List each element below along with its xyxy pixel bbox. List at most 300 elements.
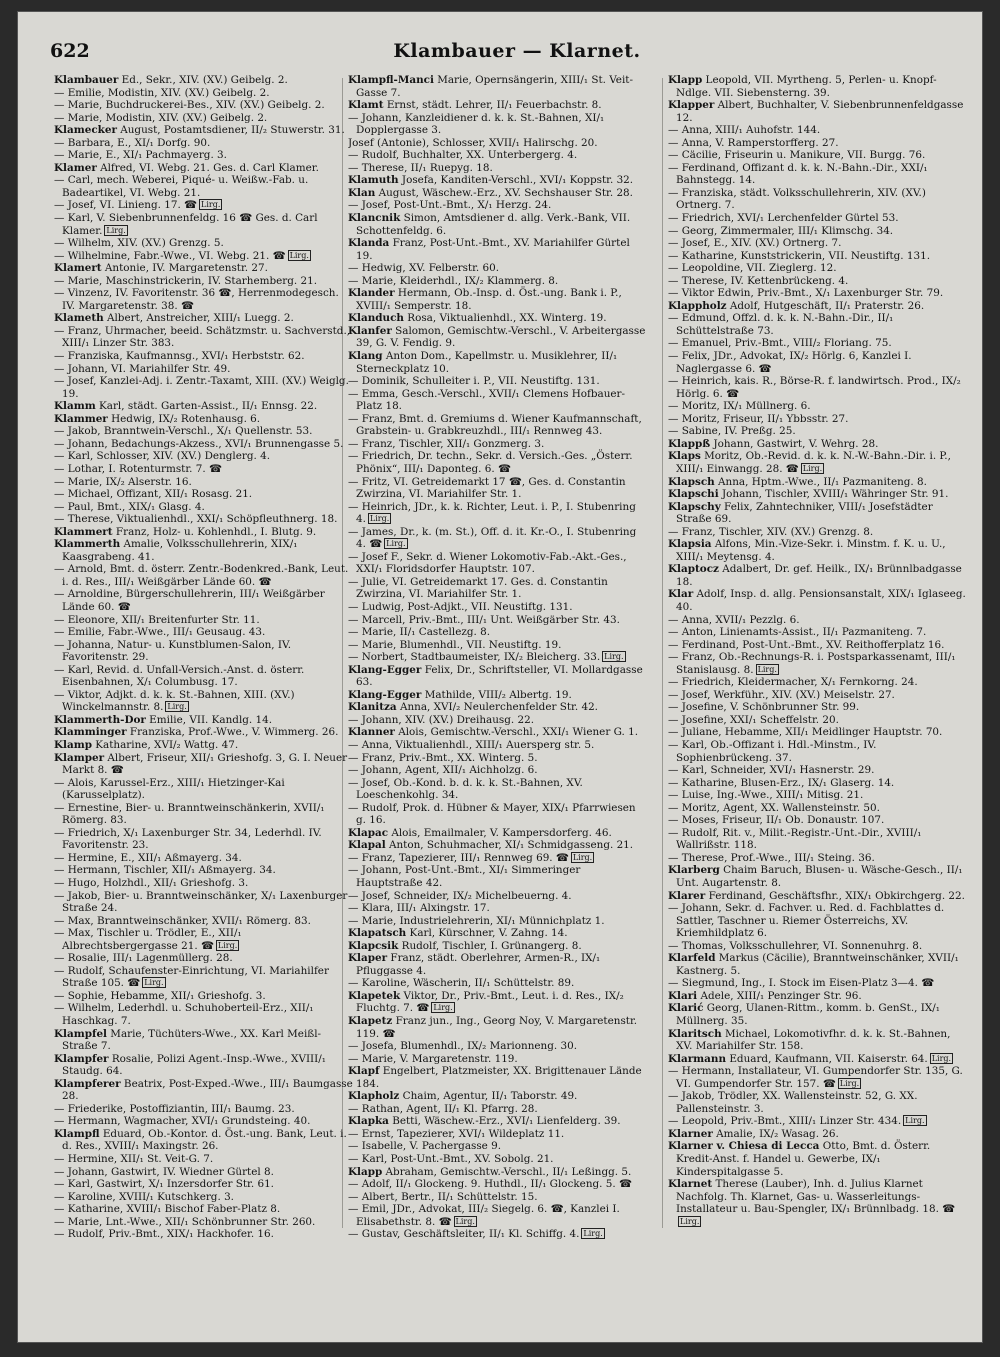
entry-surname: Klameth <box>54 312 104 325</box>
directory-entry <box>348 287 648 312</box>
entry-surname: Klapetek <box>348 989 401 1002</box>
entry-surname: Klari <box>668 989 698 1002</box>
entry-text: — Paul, Bmt., XIX/₁ Glasg. 4. <box>54 500 205 513</box>
entry-text: Alfred, VI. Webg. 21. Ges. d. Carl Klamer. <box>96 161 319 174</box>
entry-text: — Marie, Maschinstrickerin, IV. Starhemberg. 21. <box>54 274 318 287</box>
directory-entry <box>54 363 354 376</box>
entry-text: Franz, städt. Oberlehrer, Armen-R., IX/₁ Pfluggasse 4. <box>356 952 601 977</box>
entry-surname: Klapschi <box>668 488 719 501</box>
directory-entry <box>54 927 354 952</box>
entry-text: — Johann, Agent, XII/₁ Aichholzg. 6. <box>348 764 538 777</box>
directory-entry <box>54 965 354 990</box>
entry-text: — Hermann, Installateur, VI. Gumpendorfer Str. 135, G. VI. Gumpendorfer Str. 157. ☎ <box>668 1065 963 1090</box>
directory-entry <box>348 890 648 903</box>
entry-surname: Klarberg <box>668 864 720 877</box>
entry-text: — Franz, Uhrmacher, beeid. Schätzmstr. u. Sachverstd., XIII/₁ Linzer Str. 383. <box>54 324 351 350</box>
entry-text: — Moritz, IX/₁ Müllnerg. 6. <box>668 400 811 413</box>
directory-entry <box>668 563 968 588</box>
entry-surname: Klapcsik <box>348 939 399 952</box>
entry-text: — Ernst, Tapezierer, XVI/₁ Wildeplatz 11. <box>348 1127 565 1140</box>
directory-entry <box>348 827 648 840</box>
directory-entry <box>348 262 648 275</box>
directory-entry <box>54 877 354 890</box>
entry-surname: Klapal <box>348 839 386 852</box>
entry-text: — Karl, Ob.-Offizant i. Hdl.-Minstm., IV. Sophienbrückeng. 37. <box>668 738 877 764</box>
entry-surname: Klammerth-Dor <box>54 713 146 726</box>
directory-entry <box>668 726 968 739</box>
entry-text: — Marie, Kleiderhdl., IX/₂ Klammerg. 8. <box>348 274 559 287</box>
entry-text: Anna, Hptm.-Wwe., II/₁ Pazmaniteng. 8. <box>714 475 927 488</box>
registered-firm-badge: Lirg. <box>905 1116 925 1126</box>
directory-entry <box>54 112 354 125</box>
directory-entry <box>668 1115 968 1128</box>
directory-entry <box>348 551 648 576</box>
entry-surname: Klamer <box>54 161 97 174</box>
entry-surname: Klang-Egger <box>348 663 422 676</box>
directory-entry <box>348 639 648 652</box>
entry-text: Hermann, Ob.-Insp. d. Öst.-ung. Bank i. P., XVIII/₁ Semperstr. 18. <box>356 287 622 312</box>
entry-text: — Emilie, Fabr.-Wwe., III/₁ Geusaug. 43. <box>54 626 266 639</box>
directory-entry <box>668 137 968 150</box>
entry-text: — Hedwig, XV. Felberstr. 60. <box>348 262 500 275</box>
entry-surname: Klarfeld <box>668 952 716 965</box>
entry-text: Ferdinand, Geschäftsfhr., XIX/₁ Obkirchgerg. 22. <box>705 889 965 902</box>
entry-text: — Max, Branntweinschänker, XVII/₁ Römerg. 83. <box>54 914 311 927</box>
directory-entry <box>54 99 354 112</box>
directory-entry <box>348 275 648 288</box>
entry-text: — Sophie, Hebamme, XII/₁ Grieshofg. 3. <box>54 989 266 1002</box>
entry-text: — Johann, Gastwirt, IV. Wiedner Gürtel 8. <box>54 1165 274 1178</box>
entry-text: — Josef, Werkführ., XIV. (XV.) Meiselstr. 27. <box>668 688 895 701</box>
directory-entry <box>54 476 354 489</box>
entry-surname: Klanda <box>348 237 390 250</box>
directory-entry <box>54 425 354 438</box>
directory-entry <box>348 1053 648 1066</box>
directory-entry <box>54 87 354 100</box>
directory-entry <box>668 626 968 639</box>
entry-surname: Klamt <box>348 99 384 112</box>
entry-text: Karl, Kürschner, V. Zahng. 14. <box>406 927 568 940</box>
directory-entry <box>348 74 648 99</box>
directory-entry <box>348 576 648 601</box>
registered-firm-badge: Lirg. <box>839 1078 860 1088</box>
entry-text: — Ferdinand, Offizant d. k. k. N.-Bahn.-Dir., XXI/₁ Bahnstegg. 14. <box>668 161 928 187</box>
directory-entry <box>348 1228 648 1241</box>
entry-text: — Rudolf, Schaufenster-Einrichtung, VI. Mariahilfer Straße 105. ☎ <box>54 964 329 990</box>
entry-text: — Vinzenz, IV. Favoritenstr. 36 ☎, Herrenmodegesch. IV. Margaretenstr. 38. ☎ <box>54 287 339 312</box>
directory-entry <box>54 74 354 87</box>
directory-entry <box>668 827 968 852</box>
entry-surname: Klampfl-Manci <box>348 74 434 86</box>
registered-firm-badge: Lirg. <box>386 539 406 549</box>
directory-entry <box>668 1128 968 1141</box>
entry-surname: Klanduch <box>348 312 404 325</box>
directory-entry <box>54 626 354 639</box>
directory-entry <box>348 1090 648 1103</box>
entry-surname: Klanner <box>348 726 395 739</box>
entry-text: — Josef F., Sekr. d. Wiener Lokomotiv-Fab.-Akt.-Ges., XXI/₁ Floridsdorfer Hauptstr. 107. <box>348 550 627 576</box>
directory-entry <box>54 1053 354 1078</box>
entry-text: — Emil, JDr., Advokat, III/₂ Siegelg. 6. ☎, Kanzlei I. Elisabethstr. 8. ☎ <box>348 1203 620 1228</box>
directory-entry <box>348 1203 648 1228</box>
directory-entry <box>54 1191 354 1204</box>
entry-text: Moritz, Ob.-Revid. d. k. k. N.-W.-Bahn.-Dir. i. P., XIII/₁ Einwangg. 28. ☎ <box>676 450 951 475</box>
directory-entry <box>54 752 354 777</box>
directory-entry <box>668 890 968 903</box>
directory-entry <box>348 1065 648 1090</box>
entry-text: — Johann, XIV. (XV.) Dreihausg. 22. <box>348 713 535 726</box>
directory-entry <box>54 1128 354 1153</box>
directory-entry <box>54 614 354 627</box>
entry-text: — Wilhelm, XIV. (XV.) Grenzg. 5. <box>54 237 224 250</box>
directory-entry <box>348 952 648 977</box>
entry-text: Markus (Cäcilie), Branntweinschänker, XVII/₁ Kastnerg. 5. <box>676 952 959 977</box>
directory-entry <box>54 488 354 501</box>
entry-text: — Gustav, Geschäftsleiter, II/₁ Kl. Schiffg. 4. <box>348 1228 580 1241</box>
entry-text: Franz, Holz- u. Kohlenhdl., I. Blutg. 9. <box>112 525 317 538</box>
entry-text: Johann, Gastwirt, V. Wehrg. 28. <box>710 437 879 450</box>
entry-text: — Josef, VI. Linieng. 17. ☎ <box>54 199 197 212</box>
entry-surname: Klamuth <box>348 174 399 187</box>
entry-text: — Adolf, II/₁ Glockeng. 9. Huthdl., II/₁ Glockeng. 5. ☎ <box>348 1178 632 1191</box>
entry-surname: Klapschy <box>668 500 721 513</box>
directory-entry <box>54 212 354 237</box>
directory-entry <box>54 1216 354 1229</box>
directory-entry <box>668 777 968 790</box>
entry-text: — Anna, XIII/₁ Auhofstr. 144. <box>668 124 821 137</box>
directory-entry <box>348 1115 648 1128</box>
directory-entry <box>54 124 354 137</box>
entry-text: — Carl, mech. Weberei, Piqué- u. Weißw.-Fab. u. Badeartikel, VI. Webg. 21. <box>54 174 309 199</box>
entry-text: — Josef, Kanzlei-Adj. i. Zentr.-Taxamt, XIII. (XV.) Weiglg. 19. <box>54 375 349 400</box>
directory-entry <box>668 614 968 627</box>
directory-entry <box>54 664 354 689</box>
directory-entry <box>54 952 354 965</box>
directory-entry <box>668 864 968 889</box>
entry-text: Ed., Sekr., XIV. (XV.) Geibelg. 2. <box>118 74 288 86</box>
directory-entry <box>54 1166 354 1179</box>
entry-surname: Klappß <box>668 437 711 450</box>
directory-entry <box>668 902 968 940</box>
registered-firm-badge: Lirg. <box>572 852 593 862</box>
directory-entry <box>348 664 648 689</box>
directory-entry <box>54 915 354 928</box>
entry-text: — Dominik, Schulleiter i. P., VII. Neustiftg. 131. <box>348 375 600 388</box>
entry-surname: Klapsch <box>668 475 715 488</box>
directory-entry <box>668 1090 968 1115</box>
directory-entry <box>668 250 968 263</box>
entry-text: — Rosalie, III/₁ Lagenmüllerg. 28. <box>54 952 233 965</box>
entry-text: Michael, Lokomotivfhr. d. k. k. St.-Bahnen, XV. Mariahilfer Str. 158. <box>676 1027 951 1053</box>
entry-text: Engelbert, Platzmeister, XX. Brigittenauer Lände 184. <box>356 1065 642 1090</box>
directory-entry <box>54 350 354 363</box>
entry-text: — Hermine, XII/₁ St. Veit-G. 7. <box>54 1153 214 1166</box>
directory-entry <box>348 1166 648 1179</box>
entry-text: Eduard, Ob.-Kontor. d. Öst.-ung. Bank, Leut. i. d. Res., XVIII/₁ Maxingstr. 26. <box>62 1127 347 1153</box>
entry-text: — Moses, Friseur, II/₁ Ob. Donaustr. 107. <box>668 814 885 827</box>
entry-text: Albert, Anstreicher, XIII/₁ Luegg. 2. <box>103 312 294 325</box>
directory-entry <box>54 852 354 865</box>
entry-text: — Moritz, Agent, XX. Wallensteinstr. 50. <box>668 801 880 814</box>
entry-text: — Rathan, Agent, II/₁ Kl. Pfarrg. 28. <box>348 1102 538 1115</box>
entry-surname: Klander <box>348 287 395 300</box>
directory-entry <box>348 852 648 865</box>
entry-text: Franz jun., Ing., Georg Noy, V. Margaretenstr. 119. ☎ <box>356 1015 638 1040</box>
entry-surname: Klamm <box>54 400 96 413</box>
directory-entry <box>668 312 968 337</box>
directory-entry <box>668 952 968 977</box>
entry-text: — Johann, Kanzleidiener d. k. k. St.-Bahnen, XI/₁ Dopplergasse 3. <box>348 111 605 137</box>
entry-text: Emilie, VII. Kandlg. 14. <box>145 713 273 726</box>
directory-entry <box>348 312 648 325</box>
entry-text: — Lothar, I. Rotenturmstr. 7. ☎ <box>54 462 222 475</box>
entry-text: August, Wäschew.-Erz., XV. Sechshauser Str. 28. <box>375 186 633 199</box>
directory-entry <box>668 940 968 953</box>
entry-text: — Emilie, Modistin, XIV. (XV.) Geibelg. 2. <box>54 86 270 99</box>
directory-column-3 <box>668 74 968 1336</box>
entry-text: — Friedrich, X/₁ Laxenburger Str. 34, Lederhdl. IV. Favoritenstr. 23. <box>54 826 322 852</box>
entry-text: — Johanna, Natur- u. Kunstblumen-Salon, IV. Favoritenstr. 29. <box>54 638 291 664</box>
registered-firm-badge: Lirg. <box>201 200 221 210</box>
entry-text: Albert, Buchhalter, V. Siebenbrunnenfeldgasse 12. <box>676 99 964 124</box>
directory-entry <box>348 526 648 551</box>
registered-firm-badge: Lirg. <box>433 1003 453 1013</box>
entry-surname: Klarner <box>668 1127 713 1140</box>
registered-firm-badge: Lirg. <box>583 1229 603 1239</box>
entry-surname: Klan <box>348 186 376 199</box>
directory-entry <box>348 752 648 765</box>
page-number: 622 <box>50 40 90 62</box>
entry-text: — Friedrich, Dr. techn., Sekr. d. Versich.-Ges. „Österr. Phönix“, III/₁ Daponteg. 6. ☎ <box>348 450 633 475</box>
entry-text: Chaim, Agentur, II/₁ Taborstr. 49. <box>399 1090 578 1103</box>
entry-surname: Klamminger <box>54 726 127 739</box>
directory-entry <box>348 1128 648 1141</box>
entry-text: Eduard, Kaufmann, VII. Kaiserstr. 64. <box>726 1052 928 1065</box>
entry-text: — Karl, Post-Unt.-Bmt., XV. Sobolg. 21. <box>348 1153 554 1166</box>
entry-text: — Josefine, XXI/₁ Scheffelstr. 20. <box>668 713 839 726</box>
entry-text: — Hugo, Holzhdl., XII/₁ Grieshofg. 3. <box>54 877 249 889</box>
directory-entry <box>54 413 354 426</box>
entry-surname: Klampfel <box>54 1027 107 1040</box>
entry-text: — Hermann, Wagmacher, XVI/₁ Grundsteing. 40. <box>54 1115 311 1128</box>
entry-text: Alois, Gemischtw.-Verschl., XXI/₁ Wiener G. 1. <box>394 726 639 739</box>
directory-entry <box>348 839 648 852</box>
directory-entry <box>54 199 354 212</box>
directory-entry <box>348 714 648 727</box>
entry-text: — Hermine, E., XII/₁ Aßmayerg. 34. <box>54 851 242 864</box>
entry-text: — Katharine, Blusen-Erz., IX/₁ Glaserg. 14. <box>668 776 895 789</box>
entry-text: — Wilhelm, Lederhdl. u. Schuhoberteil-Erz., XII/₁ Haschkag. 7. <box>54 1002 314 1028</box>
entry-text: Rosalie, Polizi Agent.-Insp.-Wwe., XVIII/₁ Staudg. 64. <box>62 1052 326 1078</box>
entry-text: — Marie, II/₁ Castellezg. 8. <box>348 626 490 639</box>
entry-text: Alfons, Min.-Vize-Sekr. i. Minstm. f. K. u. U., XIII/₁ Meytensg. 4. <box>676 538 946 563</box>
entry-text: Hedwig, IX/₂ Rotenhausg. 6. <box>107 412 261 425</box>
entry-text: — Josefine, V. Schönbrunner Str. 99. <box>668 701 860 714</box>
directory-entry <box>348 1140 648 1153</box>
directory-entry <box>348 614 648 627</box>
entry-surname: Klang <box>348 350 383 363</box>
entry-surname: Klapetz <box>348 1015 393 1028</box>
entry-text: — Rudolf, Priv.-Bmt., XIX/₁ Hackhofer. 16. <box>54 1228 274 1241</box>
entry-text: Johann, Tischler, XVIII/₁ Währinger Str. 91. <box>718 488 949 501</box>
directory-entry <box>668 476 968 489</box>
directory-entry <box>668 1065 968 1090</box>
directory-entry <box>54 1178 354 1191</box>
entry-surname: Klapf <box>348 1065 380 1078</box>
directory-entry <box>668 739 968 764</box>
directory-page <box>18 12 982 1342</box>
directory-entry <box>348 388 648 413</box>
directory-entry <box>348 651 648 664</box>
entry-text: Viktor, Dr., Priv.-Bmt., Leut. i. d. Res., IX/₂ Fluchtg. 7. ☎ <box>356 989 624 1015</box>
entry-text: — Ferdinand, Post-Unt.-Bmt., XV. Reithofferplatz 16. <box>668 638 945 651</box>
entry-text: — Norbert, Stadtbaumeister, IX/₂ Bleicherg. 33. <box>348 651 601 664</box>
directory-entry <box>54 802 354 827</box>
entry-text: — Cäcilie, Friseurin u. Manikure, VII. Burgg. 76. <box>668 149 926 162</box>
registered-firm-badge: Lirg. <box>455 1216 475 1226</box>
entry-surname: Klapac <box>348 826 389 839</box>
entry-text: — Anton, Linienamts-Assist., II/₁ Pazmaniteng. 7. <box>668 626 927 639</box>
directory-entry <box>54 312 354 325</box>
directory-entry <box>668 676 968 689</box>
entry-text: — Alois, Karussel-Erz., XIII/₁ Hietzinger-Kai (Karusselplatz). <box>54 776 285 802</box>
entry-text: — Katharine, XVIII/₁ Bischof Faber-Platz 8. <box>54 1203 281 1216</box>
entry-text: — Anna, XVII/₁ Pezzlg. 6. <box>668 613 800 626</box>
entry-text: — Juliane, Hebamme, XII/₁ Meidlinger Hauptstr. 70. <box>668 726 943 739</box>
entry-surname: Klammer <box>54 412 108 425</box>
entry-text: Albert, Friseur, XII/₁ Grieshofg. 3, G. I. Neuer Markt 8. ☎ <box>62 751 348 777</box>
registered-firm-badge: Lirg. <box>757 664 777 674</box>
directory-entry <box>348 99 648 112</box>
directory-entry <box>668 639 968 652</box>
entry-text: — Heinrich, kais. R., Börse-R. f. landwirtsch. Prod., IX/₂ Hörlg. 6. ☎ <box>668 375 961 400</box>
entry-text: — Jakob, Branntwein-Verschl., X/₁ Quellenstr. 53. <box>54 425 313 438</box>
directory-entry <box>668 714 968 727</box>
entry-text: — Wilhelmine, Fabr.-Wwe., VI. Webg. 21. ☎ <box>54 249 286 262</box>
directory-entry <box>54 1078 354 1103</box>
entry-text: — Marie, Industrielehrerin, XI/₁ Münnichplatz 1. <box>348 914 605 927</box>
entry-text: Amalie, Volksschullehrerin, XIX/₁ Kaasgrabeng. 41. <box>62 538 298 563</box>
entry-text: — Albert, Bertr., II/₁ Schüttelstr. 15. <box>348 1190 538 1203</box>
entry-surname: Klammert <box>54 525 113 538</box>
directory-entry <box>668 701 968 714</box>
directory-entry <box>668 689 968 702</box>
directory-entry <box>348 112 648 137</box>
entry-text: — Heinrich, JDr., k. k. Richter, Leut. i. P., I. Stubenring 4. <box>348 500 636 526</box>
entry-surname: Klarner v. Chiesa di Lecca <box>668 1140 820 1153</box>
directory-entry <box>668 990 968 1003</box>
entry-text: — Johann, Sekr. d. Fachver. u. Red. d. Fachblattes d. Sattler, Taschner u. Riemer Österreichs, XV. Kriemhildplatz 6. <box>668 902 945 940</box>
directory-entry <box>54 726 354 739</box>
directory-entry <box>668 501 968 526</box>
directory-entry <box>54 777 354 802</box>
entry-surname: Klang-Egger <box>348 688 422 701</box>
entry-text: — Jakob, Bier- u. Branntweinschänker, X/₁ Laxenburger Straße 24. <box>54 889 348 915</box>
entry-text: Georg, Ulanen-Rittm., komm. b. GenSt., IX/₁ Müllnerg. 35. <box>676 1002 940 1028</box>
entry-text: — Therese, Prof.-Wwe., III/₁ Steing. 36. <box>668 851 875 864</box>
directory-entry <box>54 400 354 413</box>
entry-surname: Klarmann <box>668 1052 727 1065</box>
entry-text: — Franz, Priv.-Bmt., XX. Winterg. 5. <box>348 751 538 764</box>
directory-entry <box>54 1153 354 1166</box>
entry-text: — Karl, Schlosser, XIV. (XV.) Denglerg. 4. <box>54 450 271 463</box>
entry-text: — Julie, VI. Getreidemarkt 17. Ges. d. Constantin Zwirzina, VI. Mariahilfer Str. 1. <box>348 575 608 601</box>
entry-text: — Viktor, Adjkt. d. k. k. St.-Bahnen, XIII. (XV.) Winckelmannstr. 8. <box>54 688 295 714</box>
entry-text: — Josef, Schneider, IX/₂ Michelbeuerng. 4. <box>348 889 572 902</box>
directory-entry <box>348 438 648 451</box>
column-divider <box>662 78 663 1228</box>
running-title: Klambauer — Klarnet. <box>393 40 641 62</box>
directory-entry <box>348 325 648 350</box>
entry-surname: Klamp <box>54 738 92 751</box>
directory-entry <box>668 802 968 815</box>
entry-surname: Klarnet <box>668 1178 713 1191</box>
directory-entry <box>348 915 648 928</box>
entry-text: — Josefa, Blumenhdl., IX/₂ Marionneng. 30. <box>348 1040 578 1053</box>
entry-surname: Klappholz <box>668 299 727 312</box>
directory-entry <box>668 1002 968 1027</box>
entry-text: August, Postamtsdiener, II/₂ Stuwerstr. 31. <box>116 124 345 137</box>
directory-entry <box>54 375 354 400</box>
directory-column-1 <box>54 74 354 1336</box>
directory-entry <box>668 425 968 438</box>
entry-text: Franz, Post-Unt.-Bmt., XV. Mariahilfer Gürtel 19. <box>356 237 630 262</box>
entry-text: — Hermann, Tischler, XII/₁ Aßmayerg. 34. <box>54 864 276 877</box>
entry-text: — Leopoldine, VII. Zieglerg. 12. <box>668 262 837 275</box>
entry-surname: Klapka <box>348 1115 389 1128</box>
directory-entry <box>54 827 354 852</box>
directory-entry <box>668 74 968 99</box>
entry-surname: Klarić <box>668 1002 704 1015</box>
registered-firm-badge: Lirg. <box>144 978 164 988</box>
entry-surname: Klapper <box>668 99 715 112</box>
directory-entry <box>668 1028 968 1053</box>
directory-entry <box>348 1015 648 1040</box>
directory-entry <box>54 438 354 451</box>
entry-text: — Siegmund, Ing., I. Stock im Eisen-Platz 3—4. ☎ <box>668 977 935 990</box>
directory-entry <box>668 275 968 288</box>
entry-text: — Klara, III/₁ Alxingstr. 17. <box>348 902 490 915</box>
directory-entry <box>54 250 354 263</box>
entry-surname: Klammerth <box>54 538 121 551</box>
entry-text: Alois, Emailmaler, V. Kampersdorferg. 46. <box>388 826 612 839</box>
directory-entry <box>54 174 354 199</box>
entry-surname: Klapp <box>348 1165 383 1178</box>
registered-firm-badge: Lirg. <box>369 514 390 524</box>
directory-entry <box>668 350 968 375</box>
entry-text: — Josef, E., XIV. (XV.) Ortnerg. 7. <box>668 237 842 250</box>
entry-text: — Therese, Viktualienhdl., XXI/₁ Schöpfleuthnerg. 18. <box>54 513 338 526</box>
directory-entry <box>668 225 968 238</box>
directory-entry <box>348 601 648 614</box>
entry-surname: Klamert <box>54 262 102 275</box>
directory-entry <box>54 149 354 162</box>
directory-entry <box>348 199 648 212</box>
entry-text: — Sabine, IV. Preßg. 25. <box>668 425 796 438</box>
directory-entry <box>668 538 968 563</box>
entry-text: — Katharine, Kunststrickerin, VII. Neustiftg. 131. <box>668 249 931 262</box>
entry-text: — Franz, Tapezierer, III/₁ Rennweg 69. ☎ <box>348 851 569 864</box>
directory-entry <box>348 1103 648 1116</box>
entry-text: — Rudolf, Prok. d. Hübner & Mayer, XIX/₁ Pfarrwiesen g. 16. <box>348 801 636 827</box>
entry-text: Rudolf, Tischler, I. Grünangerg. 8. <box>398 939 582 952</box>
entry-text: — Marcell, Priv.-Bmt., III/₁ Unt. Weißgärber Str. 43. <box>348 613 620 626</box>
entry-text: Salomon, Gemischtw.-Verschl., V. Arbeitergasse 39, G. V. Fendig. 9. <box>356 324 646 350</box>
entry-text: — Karl, Schneider, XVI/₁ Hasnerstr. 29. <box>668 764 875 777</box>
directory-entry <box>54 275 354 288</box>
directory-entry <box>668 450 968 475</box>
directory-column-2 <box>348 74 648 1336</box>
